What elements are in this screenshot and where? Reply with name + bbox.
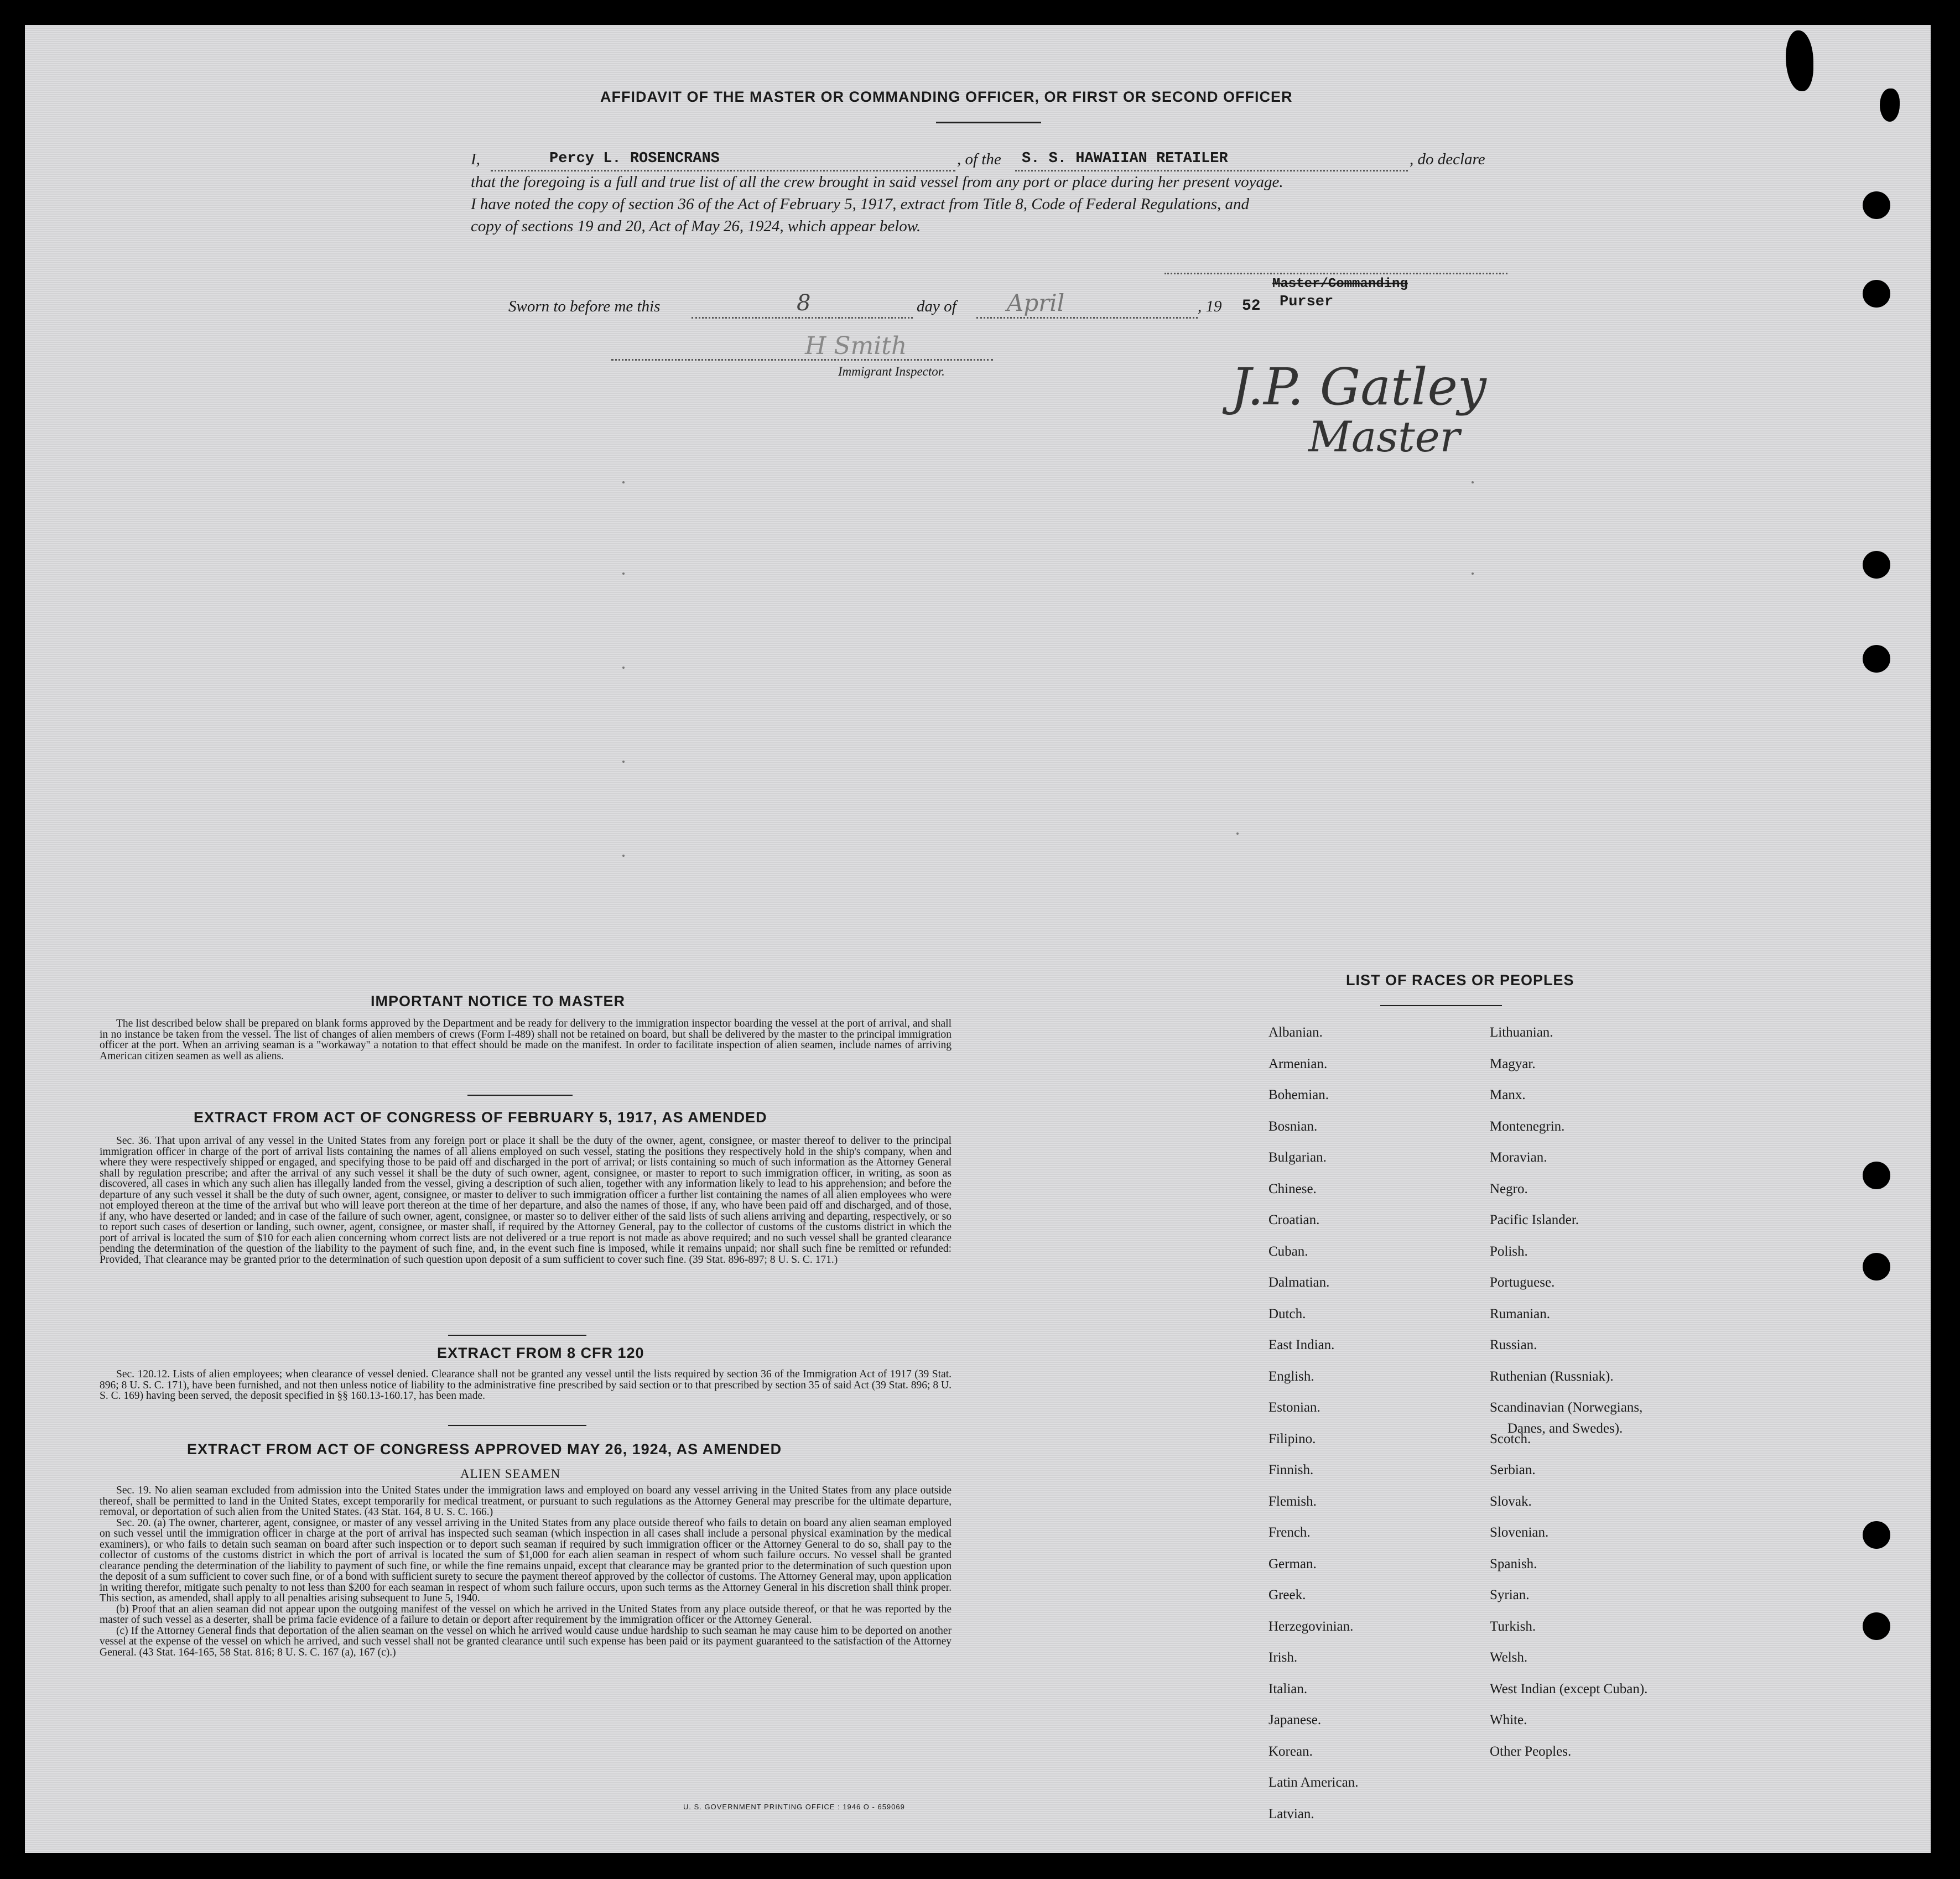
races-title: LIST OF RACES OR PEOPLES — [1346, 972, 1574, 988]
document-page — [25, 25, 1931, 1853]
master-signature — [1231, 357, 1486, 462]
races-title-rule — [1380, 1005, 1502, 1006]
mark-dot — [622, 855, 625, 857]
officer-title-line — [1164, 273, 1507, 274]
race-item-left: Armenian. — [1268, 1056, 1328, 1071]
race-item-left: Japanese. — [1268, 1713, 1322, 1727]
extract-1924-body — [100, 1485, 952, 1658]
mark-dot — [1236, 832, 1239, 835]
extract-1917-title: EXTRACT FROM ACT OF CONGRESS OF FEBRUARY 5, 1917, AS AMENDED — [194, 1109, 767, 1126]
binder-hole — [1863, 280, 1890, 308]
race-item-left: Herzegovinian. — [1268, 1618, 1354, 1634]
master-signature-name: J.P. Gatley — [1231, 357, 1486, 417]
binder-hole — [1863, 551, 1890, 579]
binder-hole — [1863, 1162, 1890, 1189]
title-rule — [936, 122, 1041, 123]
sworn-day: 8 — [797, 290, 811, 316]
mark-dot — [622, 667, 625, 669]
race-item-left: Italian. — [1268, 1681, 1308, 1696]
mark-dot — [622, 481, 625, 483]
race-item-right: Magyar. — [1490, 1056, 1536, 1071]
race-item-right: Russian. — [1490, 1337, 1537, 1352]
extract-cfr-rule — [448, 1425, 586, 1426]
race-item-right: Danes, and Swedes). — [1507, 1421, 1623, 1436]
race-item-left: English. — [1268, 1368, 1314, 1384]
race-item-right: Serbian. — [1490, 1462, 1536, 1477]
race-item-right: Syrian. — [1490, 1587, 1530, 1602]
sworn-day-line — [692, 317, 913, 319]
race-item-left: Greek. — [1268, 1587, 1306, 1602]
binder-hole — [1863, 1253, 1890, 1281]
race-item-right: Pacific Islander. — [1490, 1212, 1579, 1227]
declaration-line-2: I have noted the copy of section 36 of the Act of February 5, 1917, extract from Title 8, Code of Federal Regulations, and — [471, 195, 1250, 213]
race-item-left: Croatian. — [1268, 1212, 1320, 1227]
race-item-left: Chinese. — [1268, 1181, 1317, 1196]
race-item-left: Latvian. — [1268, 1806, 1314, 1821]
race-item-left: East Indian. — [1268, 1337, 1335, 1352]
vessel-name: S. S. HAWAIIAN RETAILER — [1022, 150, 1228, 167]
race-item-right: Scandinavian (Norwegians, — [1490, 1400, 1643, 1415]
binder-hole — [1863, 1521, 1890, 1549]
extract-1924-subtitle: ALIEN SEAMEN — [460, 1467, 561, 1481]
race-item-right: Scotch. — [1490, 1431, 1531, 1446]
do-declare-label: , do declare — [1410, 150, 1485, 168]
race-item-right: Portuguese. — [1490, 1275, 1555, 1290]
race-item-left: Dalmatian. — [1268, 1275, 1330, 1290]
struck-title: Master/Commanding — [1272, 277, 1408, 292]
race-item-right: Lithuanian. — [1490, 1025, 1553, 1040]
race-item-right: Polish. — [1490, 1243, 1528, 1259]
year-prefix: , 19 — [1198, 298, 1222, 315]
race-item-left: Latin American. — [1268, 1775, 1359, 1790]
extract-1917-text: Sec. 36. That upon arrival of any vessel in the United States from any foreign port or place it shall be the duty of the owner, agent, consignee, or master thereof to deliver to the principal immigration officer in charge of the port of arrival lists containing the names of all aliens employed on such vessel, stating the positions they respectively hold in the ship's company, when and where they were respectively shipped or engaged, and specifying those to be paid off and discharged in the port of arrival; or lists containing so much of such information as the Attorney General shall by regulation prescribe; and after the arrival of any such vessel it shall be the duty of such owner, agent, consignee, or master to report to such immigration officer, in writing, as soon as discovered, all cases in which any such alien has illegally landed from the vessel, giving a description of such alien, together with any information likely to lead to his apprehension; and before the departure of any such vessel it shall be the duty of such owner, agent, consignee, or master to deliver to such immigration officer a further list containing the names of all alien employees who were not employed thereon at the time of the arrival but who will leave port thereon at the time of her departure, and also the names of those, if any, who have been paid off and discharged, and of those, if any, who have deserted or landed; and in case of the failure of such owner, agent, consignee, or master so to deliver either of the said lists of such aliens arriving and departing, respectively, or so to report such cases of desertion or landing, such owner, agent, consignee, or master shall, if required by the Attorney General, pay to the collector of customs of the customs district in which the port of arrival is located the sum of $10 for each alien concerning whom correct lists are not delivered or a true report is not made as above required; and no such vessel shall be granted clearance pending the determination of the question of the liability to the payment of such fine, and, in the event such fine is imposed, while it remains unpaid; nor shall such fine be remitted or refunded: Provided, That clearance may be granted prior to the determination of such question upon deposit of a sum sufficient to cover such fine. (39 Stat. 896-897; 8 U. S. C. 171.) — [100, 1135, 952, 1266]
sec20a-text: Sec. 20. (a) The owner, charterer, agent, consignee, or master of any vessel arriving in the United States from any place outside thereof who fails to detain on board any alien seaman employed on such vessel until the immigration officer in charge at the port of arrival has inspected such seaman (which inspection in all cases shall include a personal physical examination by the medical examiners), or who fails to detain such seaman on board after such inspection or to deport such seaman if required by such immigration officer or the Attorney General to do so, shall pay to the collector of customs of the customs district in which the port of arrival is located the sum of $1,000 for each alien seaman in respect of whom such failure occurs. No vessel shall be granted clearance pending the determination of the liability to payment of such fine, or while the fine remains unpaid, except that clearance may be granted prior to the determination of such question upon the deposit of a sum sufficient to cover such fine, or of a bond with sufficient surety to secure the payment thereof approved by the collector of customs. The Attorney General may, upon application in writing therefor, mitigate such penalty to not less than $200 for each seaman in respect of whom such failure occurs, upon such terms as the Attorney General in his discretion shall think proper. This section, as amended, shall apply to all penalties arising subsequent to June 5, 1940. — [100, 1517, 952, 1604]
race-item-right: Ruthenian (Russniak). — [1490, 1368, 1614, 1384]
inspector-line — [611, 359, 993, 361]
race-item-right: Slovenian. — [1490, 1525, 1549, 1540]
race-item-left: Flemish. — [1268, 1493, 1317, 1509]
race-item-left: French. — [1268, 1525, 1311, 1540]
mark-dot — [622, 572, 625, 575]
race-item-left: Estonian. — [1268, 1400, 1320, 1415]
race-item-left: Cuban. — [1268, 1243, 1308, 1259]
race-item-right: Rumanian. — [1490, 1306, 1551, 1321]
extract-1917-rule — [448, 1335, 586, 1336]
declarant-line — [491, 170, 955, 171]
sworn-label: Sworn to before me this — [508, 298, 661, 315]
race-item-left: Albanian. — [1268, 1025, 1323, 1040]
sec20c-text: (c) If the Attorney General finds that deportation of the alien seaman on the vessel on which he arrived would cause undue hardship to such seaman he may cause him to be deported on another vessel at the expense of the vessel on which he arrived, and such vessel shall not be granted clearance until such expense has been paid or its payment guaranteed to the satisfaction of the Attorney General. (43 Stat. 164-165, 58 Stat. 816; 8 U. S. C. 167 (a), 167 (c).) — [100, 1625, 952, 1658]
notice-text: The list described below shall be prepared on blank forms approved by the Department and be ready for delivery to the immigration inspector boarding the vessel at the port of arrival, and shall in no instance be taken from the vessel. The list of changes of alien members of crews (Form I-489) shall not be retained on board, but shall be delivered by the master to the principal immigration officer at the port. When an arriving seaman is a "workaway" a notation to that effect should be made on the manifest. In order to facilitate inspection of alien seamen, include names of arriving American citizen seamen as well as aliens. — [100, 1018, 952, 1062]
affidavit-title: AFFIDAVIT OF THE MASTER OR COMMANDING OFFICER, OR FIRST OR SECOND OFFICER — [600, 89, 1293, 105]
race-item-left: German. — [1268, 1556, 1317, 1571]
of-the-label: , of the — [957, 150, 1001, 168]
sworn-month: April — [1007, 289, 1065, 316]
notice-rule — [467, 1095, 573, 1096]
declaration-line-1: that the foregoing is a full and true list of all the crew brought in said vessel from any port or place during her present voyage. — [471, 173, 1283, 191]
race-item-left: Dutch. — [1268, 1306, 1306, 1321]
day-of-label: day of — [917, 298, 956, 315]
mark-dot — [1472, 572, 1474, 575]
race-item-right: Slovak. — [1490, 1493, 1532, 1509]
binder-hole — [1863, 645, 1890, 673]
race-item-right: Other Peoples. — [1490, 1743, 1572, 1759]
sec20b-text: (b) Proof that an alien seaman did not appear upon the outgoing manifest of the vessel on which he arrived in the United States from any place outside thereof, or that he was reported by the master of such vessel as a deserter, shall be prima facie evidence of a failure to detain or deport after requirement by the immigration officer or the Attorney General. — [100, 1603, 952, 1626]
sec19-text: Sec. 19. No alien seaman excluded from admission into the United States under the immigration laws and employed on board any vessel arriving in the United States from any place outside thereof, shall be permitted to land in the United States, except temporarily for medical treatment, or pursuant to such regulations as the Attorney General may prescribe for the ultimate departure, removal, or deportation of such alien from the United States. (43 Stat. 164, 8 U. S. C. 166.) — [100, 1485, 952, 1518]
race-item-left: Korean. — [1268, 1743, 1313, 1759]
inspector-label: Immigrant Inspector. — [838, 365, 945, 378]
binder-hole — [1863, 1612, 1890, 1640]
race-item-left: Bosnian. — [1268, 1118, 1318, 1134]
mark-dot — [622, 761, 625, 763]
extract-cfr-title: EXTRACT FROM 8 CFR 120 — [437, 1345, 644, 1361]
race-item-left: Finnish. — [1268, 1462, 1314, 1477]
race-item-right: Spanish. — [1490, 1556, 1537, 1571]
binder-hole — [1863, 191, 1890, 219]
vessel-line — [1015, 170, 1408, 171]
race-item-left: Bulgarian. — [1268, 1150, 1327, 1165]
race-item-right: Manx. — [1490, 1087, 1526, 1102]
race-item-right: Turkish. — [1490, 1618, 1536, 1634]
race-item-right: Montenegrin. — [1490, 1118, 1565, 1134]
race-item-left: Bohemian. — [1268, 1087, 1329, 1102]
race-item-right: Moravian. — [1490, 1150, 1547, 1165]
declarant-name: Percy L. ROSENCRANS — [549, 150, 720, 167]
notice-title: IMPORTANT NOTICE TO MASTER — [371, 993, 625, 1009]
extract-cfr-text: Sec. 120.12. Lists of alien employees; when clearance of vessel denied. Clearance shall not be granted any vessel until the lists required by section 36 of the Immigration Act of 1917 (39 Stat. 896; 8 U. S. C. 171), have been furnished, and not then unless notice of liability to the administrative fine prescribed by said section or to that prescribed by section 35 of said Act (39 Stat. 896; 8 U. S. C. 169) having been served, the deposit specified in §§ 160.13-160.17, has been made. — [100, 1368, 952, 1402]
officer-title: Purser — [1280, 294, 1334, 310]
race-item-right: Welsh. — [1490, 1650, 1528, 1665]
race-item-right: Negro. — [1490, 1181, 1528, 1196]
year-suffix: 52 — [1242, 298, 1261, 315]
i-label: I, — [471, 150, 480, 168]
binder-tear — [1880, 89, 1900, 122]
sworn-month-line — [976, 317, 1198, 319]
inspector-signature: H Smith — [805, 332, 907, 360]
master-signature-title: Master — [1308, 412, 1460, 461]
printing-office-footer: U. S. GOVERNMENT PRINTING OFFICE : 1946 O - 659069 — [683, 1803, 905, 1811]
race-item-right: White. — [1490, 1713, 1527, 1727]
race-item-left: Irish. — [1268, 1650, 1298, 1665]
declaration-line-3: copy of sections 19 and 20, Act of May 26, 1924, which appear below. — [471, 217, 921, 235]
race-item-left: Filipino. — [1268, 1431, 1316, 1446]
race-item-right: West Indian (except Cuban). — [1490, 1681, 1648, 1696]
extract-1924-title: EXTRACT FROM ACT OF CONGRESS APPROVED MAY 26, 1924, AS AMENDED — [187, 1441, 782, 1458]
mark-dot — [1472, 481, 1474, 483]
